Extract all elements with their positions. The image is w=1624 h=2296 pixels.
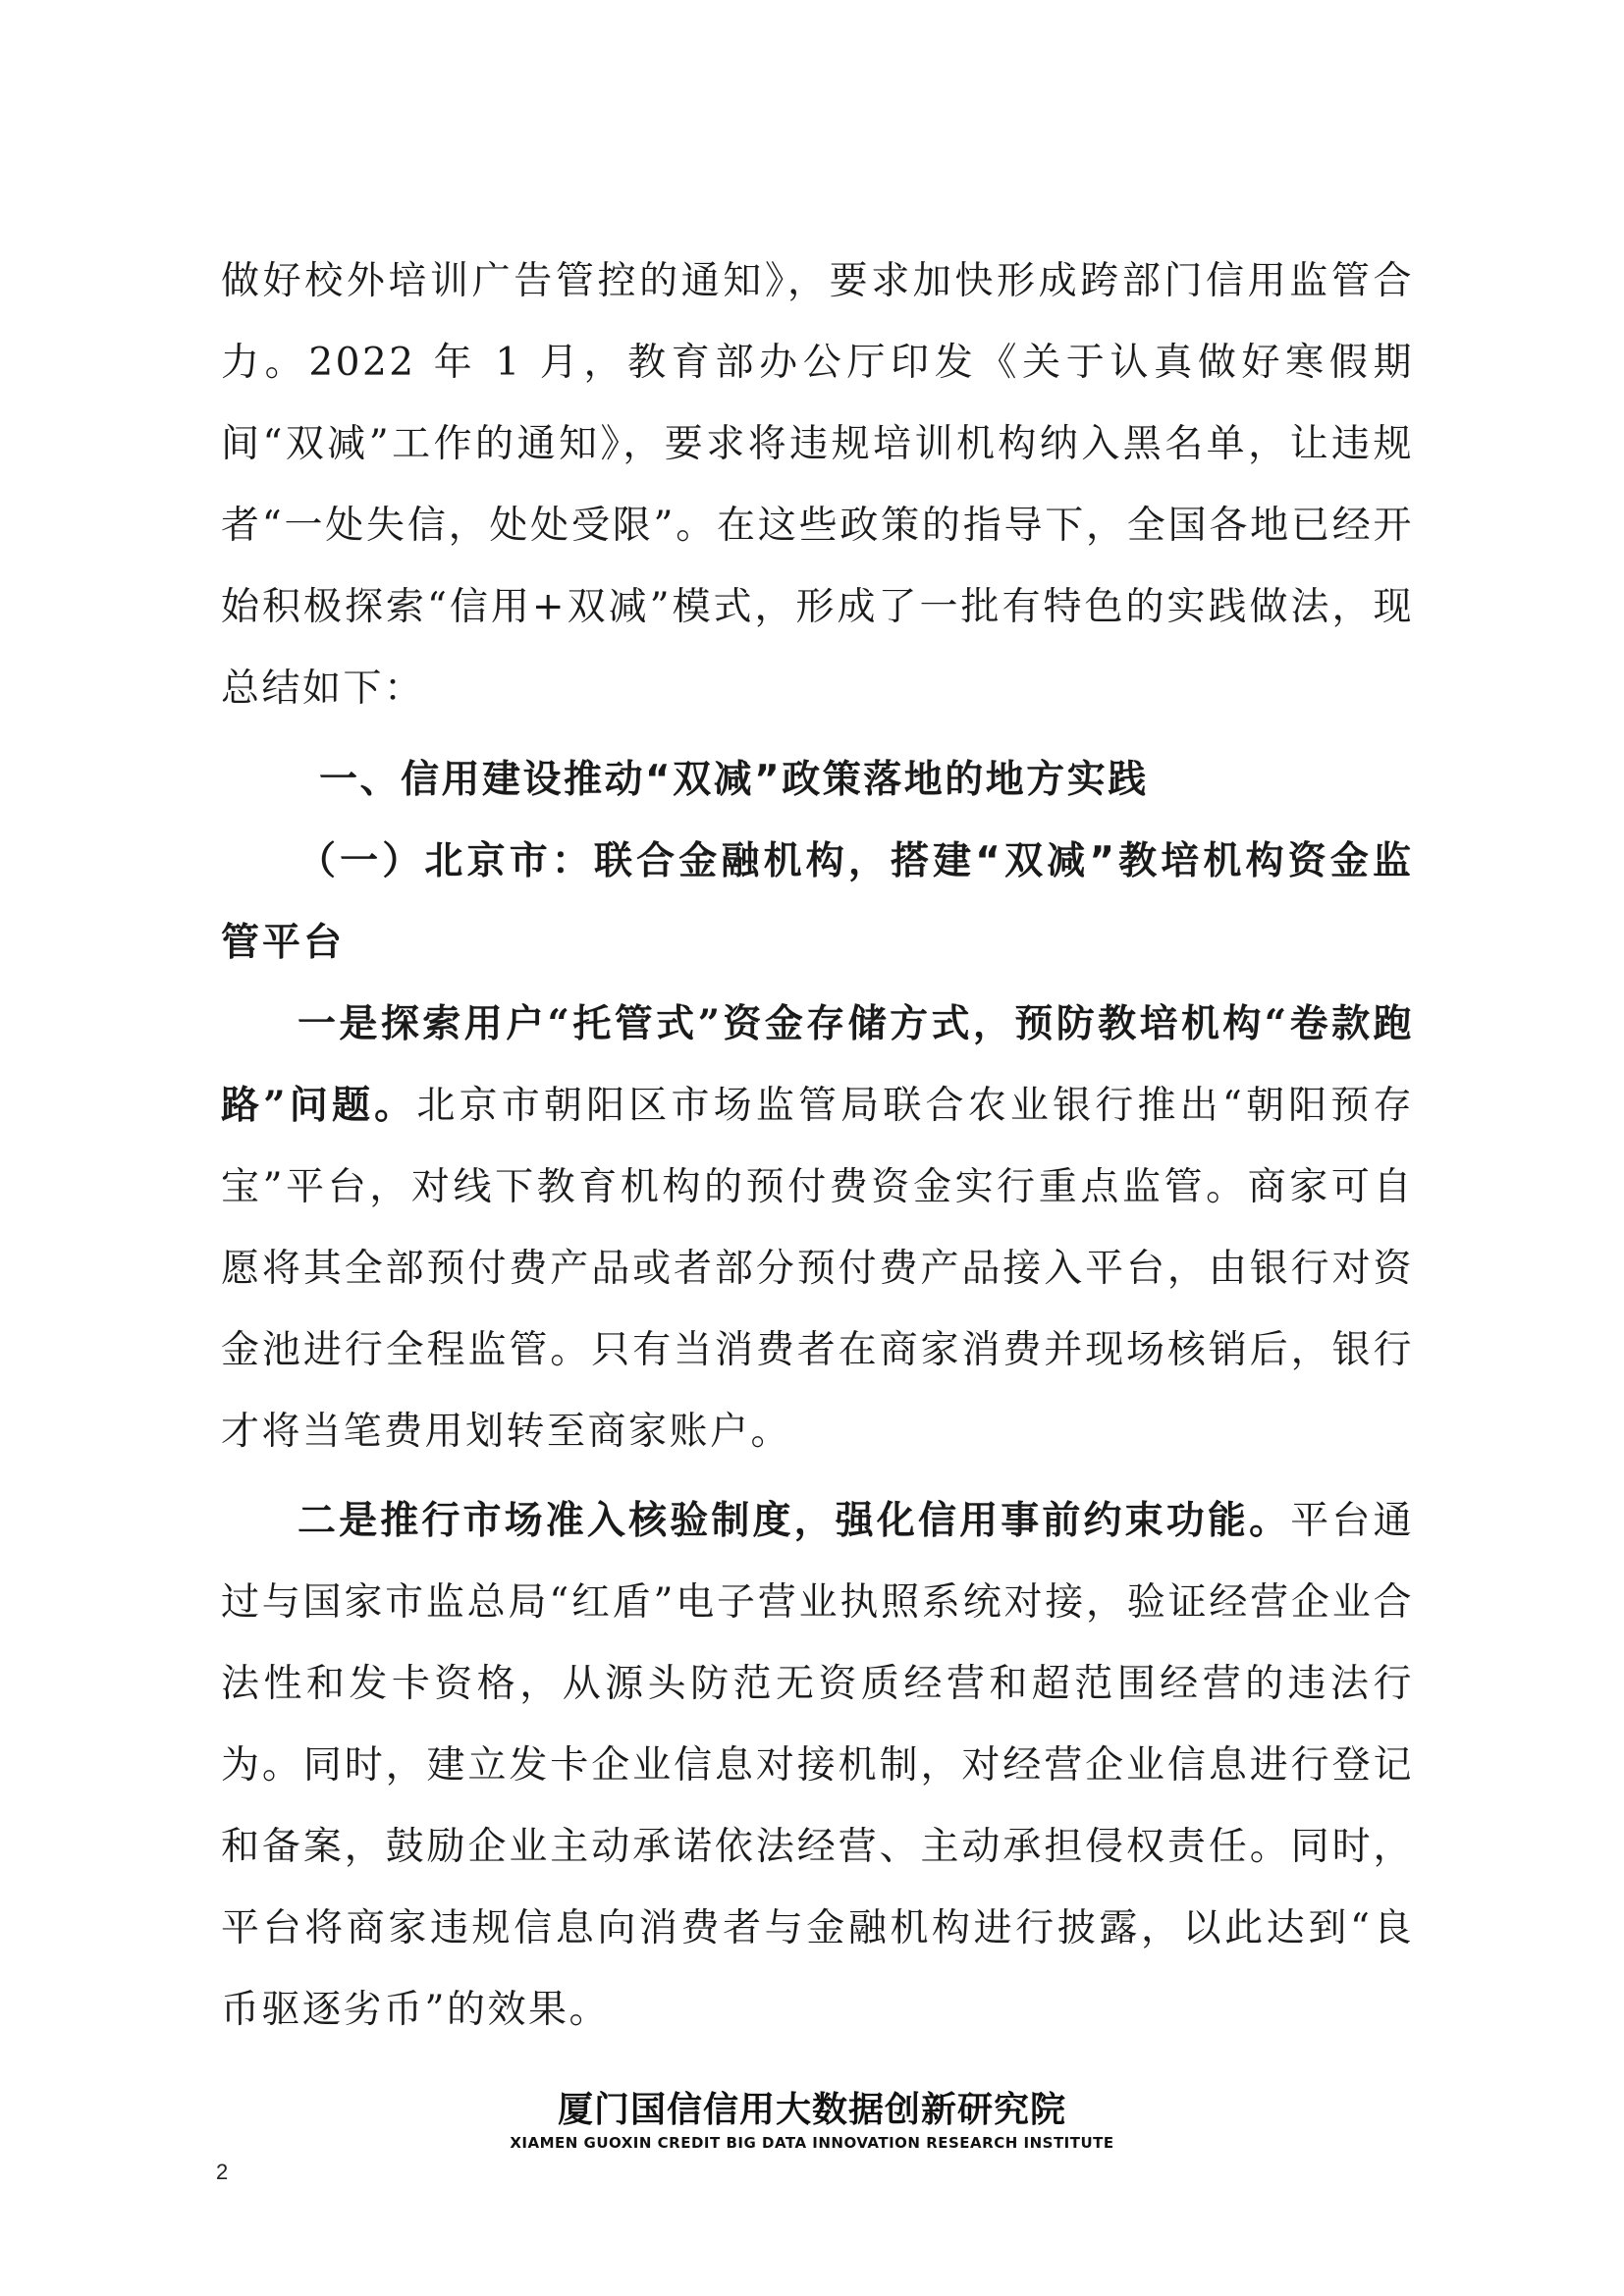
paragraph-2 [221,1480,1414,2051]
paragraph-1-lead: 一是探索用户“托管式”资金存储方式，预防教培机构“卷款跑路”问题。 [221,1001,1414,1128]
paragraph-2-lead: 二是推行市场准入核验制度，强化信用事前约束功能。 [298,1498,1291,1543]
subsection-heading: （一）北京市：联合金融机构，搭建“双减”教培机构资金监管平台 [221,839,1414,965]
section-heading: 一、信用建设推动“双减”政策落地的地方实践 [319,758,1149,802]
intro-paragraph: 做好校外培训广告管控的通知》，要求加快形成跨部门信用监管合力。2022 年 1 月，教育部办公厅印发《关于认真做好寒假期间“双减”工作的通知》，要求将违规培训机构纳入黑名单，让违规者“一处失信，处处受限”。在这些政策的指导下，全国各地已经开始积极探索“信用+双减”模式，形成了一批有特色的实践做法，现总结如下： [221,259,1414,711]
footer-logo [0,2089,1624,2154]
paragraph-1-body: 北京市朝阳区市场监管局联合农业银行推出“朝阳预存宝”平台，对线下教育机构的预付费资金实行重点监管。商家可自愿将其全部预付费产品或者部分预付费产品接入平台，由银行对资金池进行全程监管。只有当消费者在商家消费并现场核销后，银行才将当笔费用划转至商家账户。 [221,1084,1414,1454]
paragraph-1 [221,984,1414,1472]
paragraph-2-body: 平台通过与国家市监总局“红盾”电子营业执照系统对接，验证经营企业合法性和发卡资格，从源头防范无资质经营和超范围经营的违法行为。同时，建立发卡企业信息对接机制，对经营企业信息进行登记和备案，鼓励企业主动承诺依法经营、主动承担侵权责任。同时，平台将商家违规信息向消费者与金融机构进行披露，以此达到“良币驱逐劣币”的效果。 [221,1499,1414,2032]
page-number: 2 [216,2160,229,2184]
footer-logo-english: XIAMEN GUOXIN CREDIT BIG DATA INNOVATION RESEARCH INSTITUTE [510,2134,1114,2152]
footer-logo-chinese: 厦门国信信用大数据创新研究院 [557,2090,1066,2130]
document-body [221,240,1414,2051]
